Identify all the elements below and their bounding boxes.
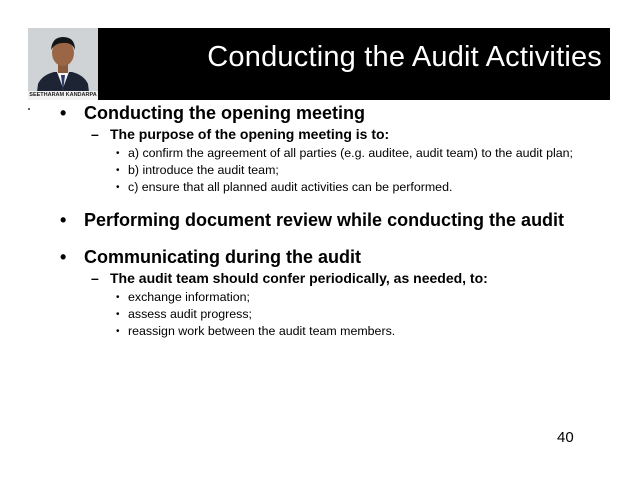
- dash-icon: –: [91, 270, 99, 286]
- decorative-dot: [28, 108, 30, 110]
- section-heading: • Conducting the opening meeting: [60, 103, 365, 123]
- section-heading: • Performing document review while conducting the audit: [60, 210, 565, 230]
- page-number: 40: [557, 429, 574, 446]
- section-heading: • Communicating during the audit: [60, 247, 361, 267]
- bullet-icon: •: [116, 309, 120, 320]
- bullet-icon: •: [116, 148, 120, 159]
- bullet-icon: •: [60, 103, 67, 123]
- slide-content: [60, 103, 580, 340]
- list-item: • a) confirm the agreement of all parties (e.g. auditee, audit team) to the audit plan;: [116, 146, 573, 160]
- list-item: • exchange information;: [116, 290, 250, 304]
- presenter-photo: [28, 28, 98, 100]
- bullet-icon: •: [60, 247, 67, 267]
- bullet-icon: •: [116, 292, 120, 303]
- photo-caption: SEETHARAM KANDARPA: [29, 92, 97, 98]
- bullet-icon: •: [116, 165, 120, 176]
- list-item: • reassign work between the audit team members.: [116, 324, 396, 338]
- sub-heading: – The audit team should confer periodically, as needed, to:: [91, 270, 488, 286]
- bullet-icon: •: [116, 182, 120, 193]
- bullet-icon: •: [60, 210, 67, 230]
- slide-header: [28, 28, 610, 100]
- sub-heading: – The purpose of the opening meeting is to:: [91, 126, 390, 142]
- list-item: • b) introduce the audit team;: [116, 163, 279, 177]
- list-item: • assess audit progress;: [116, 307, 252, 321]
- bullet-icon: •: [116, 326, 120, 337]
- list-item: • c) ensure that all planned audit activities can be performed.: [116, 180, 453, 194]
- slide-title: Conducting the Audit Activities: [207, 41, 602, 73]
- dash-icon: –: [91, 126, 99, 142]
- presenter-portrait-icon: [28, 28, 98, 100]
